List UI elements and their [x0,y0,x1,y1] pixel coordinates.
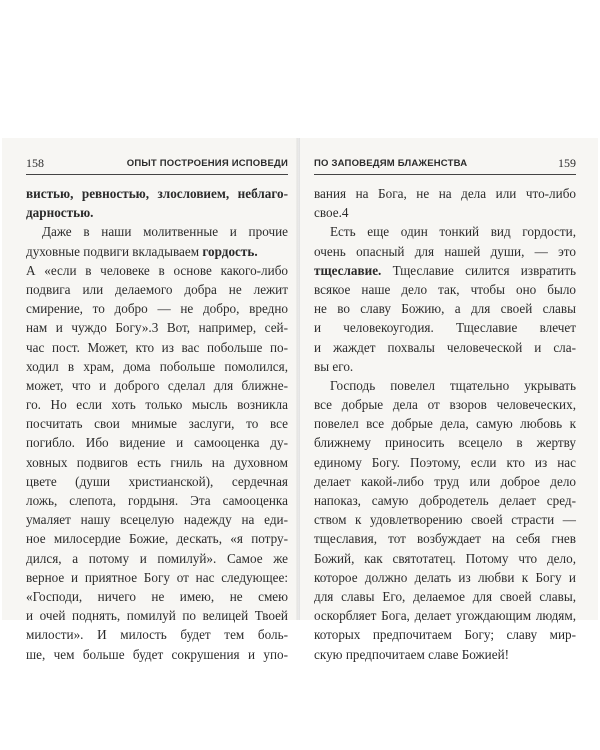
page-number: 158 [26,156,44,170]
right-page-body [314,184,576,664]
running-head: ОПЫТ ПОСТРОЕНИЯ ИСПОВЕДИ [126,158,288,169]
text-line: А «если в человеке в основе какого-либо [26,262,288,278]
page-number: 159 [558,156,576,170]
text-line: свое.4 [314,205,349,221]
text-line: тщеславия, тот возбуждает на себя гнев [314,531,576,547]
left-page-header [26,152,288,175]
text-line: ное милосердие Божие, дескать, «я потру- [26,531,288,547]
text-line: погибло. Ибо видение и самооценка ду- [26,435,288,451]
text-line: го. Но если хоть только мысль возникла [26,397,288,413]
text-line: дарностью. [26,205,94,221]
text-line: посчитать свои мнимые заслуги, то все [26,416,288,432]
text-line: все добрые дела от взоров человеческих, [314,397,576,413]
text-line: скую предпочитаем славе Божией! [314,646,510,662]
text-line: верное и приятное Богу от нас следующее: [26,569,288,585]
text-line: вистью, ревностью, злословием, неблаго- [26,186,288,201]
text-line: которое должно делать из любви к Богу и [314,569,576,585]
text-line: час пост. Может, кто из вас побольше по- [26,339,288,355]
text-line: очень опасный для нашей души, — это [314,243,576,259]
text-line: делает какой-либо труд или доброе дело [314,473,576,489]
text-line: вания на Бога, не на дела или что-либо [314,186,576,201]
text-line: Даже в наши молитвенные и прочие [42,224,288,240]
emphasis-word: гордость. [202,243,258,259]
right-page [300,138,598,662]
text-line: тщеславие. Тщеславие силится извратить [314,262,576,278]
left-page [2,138,298,662]
text-line: Господь повелел тщательно укрывать [330,377,576,393]
text-line: и жаждет похвалы человеческой и сла- [314,339,576,355]
text-line: Есть еще один тонкий вид гордости, [330,224,576,240]
text-line: милости». И милость будет тем боль- [26,627,288,643]
text-line: ховных подвигов есть гниль на духовном [26,454,288,470]
text-line: и очей поднять, помилуй по велицей Твоей [26,608,288,624]
text-line: «Господи, ничего не имею, не смею [26,588,288,604]
text-line: и человекоугодия. Тщеславие влечет [314,320,576,336]
text-line: нам и чуждо Богу».3 Вот, например, сей- [26,320,288,336]
text-line: всякое наше дело так, чтобы оно было [314,281,576,297]
text-line: напоказ, самую добродетель делает сред- [314,493,576,508]
left-page-body [26,184,288,664]
text-line: единому Богу. Поэтому, если кто из нас [314,454,576,470]
text-line: ближнему приносить всецело в жертву [314,435,576,451]
text-line: повелел все добрые дела, самую любовь к [314,416,576,432]
text-line: может, что и доброго сделал для ближне- [26,377,288,393]
running-head: ПО ЗАПОВЕДЯМ БЛАЖЕНСТВА [314,158,468,169]
text-line: вы его. [314,358,354,374]
text-line: ходил в храм, дома побольше помолился, [26,358,288,374]
text-line: смирение, то добро — не добро, вредно [26,301,288,317]
text-line: дился, а потому и помилуй». Самое же [26,550,288,566]
text-line: ше, чем больше будет сокрушения и упо- [26,646,288,662]
text-line: ложь, слепота, гордыня. Эта самооценка [26,493,288,508]
text-line: умаляет нашу всецелую надежду на еди- [26,512,288,528]
text-line: ством к удовлетворению своей страсти — [314,512,576,528]
right-page-header [314,152,576,175]
text-line: которых предпочитаем Богу; славу мир- [314,627,576,643]
text-line: Божий, как святотатец. Потому что дело, [314,550,576,566]
text-line: оскорбляет Бога, делает угождающим людям, [314,608,576,624]
text-line: подвига или делаемого добра не лежит [26,281,288,297]
text-line: не во славу Божию, а для своей славы [314,301,576,317]
text-line: для славы Его, делаемое для своей славы, [314,588,576,604]
text-line: духовные подвиги вкладываем гордость. [26,243,258,259]
text-line: цвете (души христианской), сердечная [26,473,288,489]
